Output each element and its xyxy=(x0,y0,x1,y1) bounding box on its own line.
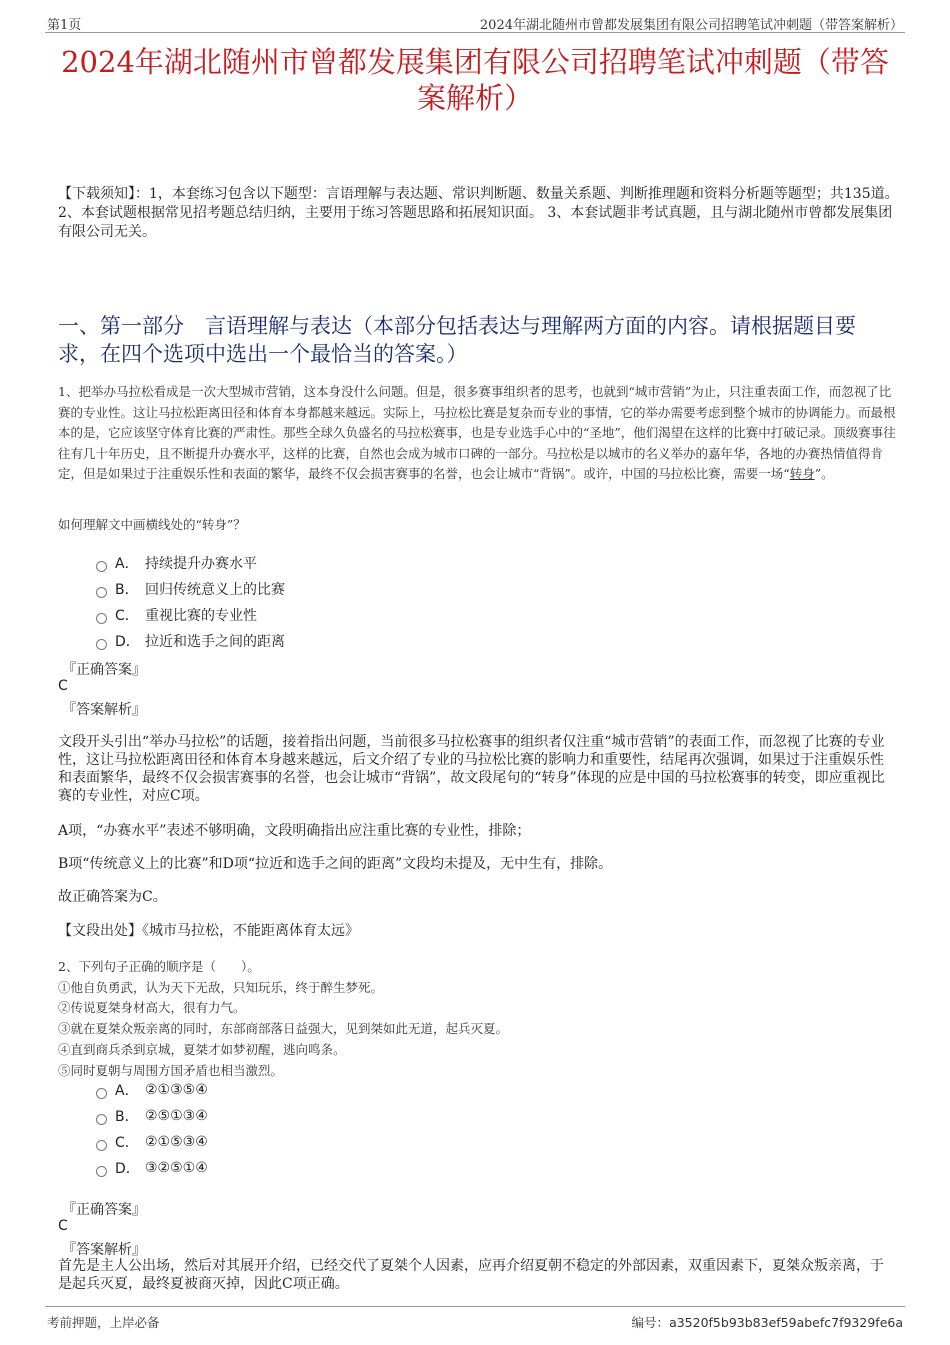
q2-answer-label: 『正确答案』 xyxy=(62,1202,146,1218)
q1-option-b[interactable]: B． 回归传统意义上的比赛 xyxy=(96,579,285,599)
underlined-term: 转身 xyxy=(789,466,815,481)
question-1-ask: 如何理解文中画横线处的“转身”？ xyxy=(58,517,246,532)
q1-analysis-para: 故正确答案为C。 xyxy=(58,889,167,905)
q1-option-d[interactable]: D． 拉近和选手之间的距离 xyxy=(96,631,285,651)
page-number: 第1页 xyxy=(47,18,82,33)
q1-analysis-para: A项，“办赛水平”表述不够明确，文段明确指出应注重比赛的专业性，排除； xyxy=(58,823,531,839)
q2-option-b[interactable]: B． ②⑤①③④ xyxy=(96,1106,208,1126)
footer-slogan: 考前押题，上岸必备 xyxy=(47,1315,160,1330)
q2-option-c[interactable]: C． ②①⑤③④ xyxy=(96,1132,208,1152)
q2-analysis-label: 『答案解析』 xyxy=(62,1242,146,1258)
q1-answer-label: 『正确答案』 xyxy=(62,662,146,678)
radio-icon[interactable] xyxy=(96,1114,107,1125)
q2-option-d[interactable]: D． ③②⑤①④ xyxy=(96,1158,208,1178)
radio-icon[interactable] xyxy=(96,613,107,624)
q1-analysis-para: B项“传统意义上的比赛”和D项“拉近和选手之间的距离”文段均未提及，无中生有，排除。 xyxy=(58,856,613,872)
footer-divider xyxy=(45,1306,905,1307)
question-1-text: 1、把举办马拉松看成是一次大型城市营销，这本身没什么问题。但是，很多赛事组织者的思考，也就到“城市营销”为止，只注重表面工作，而忽视了比赛的专业性。这让马拉松距离田径和体育本身都越来越远。实际上，马拉松比赛是复杂而专业的事情，它的举办需要考虑到整个城市的协调能力。而最根本的是，它应该坚守体育比赛的严肃性。那些全球久负盛名的马拉松赛事，也是专业选手心中的“圣地”，他们渴望在这样的比赛中打破记录。顶级赛事往往有几十年历史，且不断提升办赛水平，这样的比赛，自然也会成为城市口碑的一部分。马拉松是以城市的名义举办的嘉年华，各地的办赛热情值得肯定，但是如果过于注重娱乐性和表面的繁华，最终不仅会损害赛事的名誉，也会让城市“背锅”。或许，中国的马拉松比赛，需要一场“转身”。 xyxy=(58,384,896,481)
q1-analysis-label: 『答案解析』 xyxy=(62,702,146,718)
header-doc-title: 2024年湖北随州市曾都发展集团有限公司招聘笔试冲刺题（带答案解析） xyxy=(479,18,903,33)
header-divider xyxy=(45,32,905,33)
q2-option-a[interactable]: A． ②①③⑤④ xyxy=(96,1080,208,1100)
q1-answer: C xyxy=(58,678,68,694)
q1-option-c[interactable]: C． 重视比赛的专业性 xyxy=(96,605,257,625)
q1-source: 【文段出处】《城市马拉松，不能距离体育太远》 xyxy=(58,923,359,939)
q2-answer: C xyxy=(58,1218,68,1234)
page-title: 2024年湖北随州市曾都发展集团有限公司招聘笔试冲刺题（带答案解析） xyxy=(61,45,889,115)
q1-option-a[interactable]: A． 持续提升办赛水平 xyxy=(96,553,257,573)
radio-icon[interactable] xyxy=(96,1140,107,1151)
radio-icon[interactable] xyxy=(96,1166,107,1177)
radio-icon[interactable] xyxy=(96,639,107,650)
q2-analysis: 首先是主人公出场，然后对其展开介绍，已经交代了夏桀个人因素，应再介绍夏朝不稳定的外部因素，双重因素下，夏桀众叛亲离，于是起兵灭夏，最终夏被商灭掉，因此C项正确。 xyxy=(58,1258,884,1292)
radio-icon[interactable] xyxy=(96,587,107,598)
radio-icon[interactable] xyxy=(96,1088,107,1099)
section-heading: 一、第一部分 言语理解与表达（本部分包括表达与理解两方面的内容。请根据题目要求，在四个选项中选出一个最恰当的答案。） xyxy=(58,314,856,366)
footer-code: 编号：a3520f5b93b83ef59abefc7f9329fe6a xyxy=(631,1315,903,1330)
radio-icon[interactable] xyxy=(96,561,107,572)
q1-analysis-para: 文段开头引出“举办马拉松”的话题，接着指出问题，当前很多马拉松赛事的组织者仅注重“城市营销”的表面工作，而忽视了比赛的专业性，这让马拉松距离田径和体育本身越来越远，后文介绍了专业的马拉松比赛的影响力和重要性，结尾再次强调，如果过于注重娱乐性和表面繁华，最终不仅会损害赛事的名誉，也会让城市“背锅”，故文段尾句的“转身”体现的应是中国的马拉松赛事的转变，即应重视比赛的专业性，对应C项。 xyxy=(58,734,885,804)
download-notice: 【下载须知】：1，本套练习包含以下题型：言语理解与表达题、常识判断题、数量关系题、判断推理题和资料分析题等题型；共135道。 2、本套试题根据常见招考题总结归纳，主要用于练习答题思路和拓展知识面。 3、本套试题非考试真题，且与湖北随州市曾都发展集团有限公司无关。 xyxy=(58,186,899,240)
question-2-text: 2、下列句子正确的顺序是（ ）。 ①他自负勇武，认为天下无敌，只知玩乐，终于醉生梦死。 ②传说夏桀身材高大，很有力气。 ③就在夏桀众叛亲离的同时，东部商部落日益强大，见到桀如此无道，起兵灭夏。 ④直到商兵杀到京城，夏桀才如梦初醒，逃向鸣条。 ⑤同时夏朝与周围方国矛盾也相当激烈。 xyxy=(58,959,509,1078)
